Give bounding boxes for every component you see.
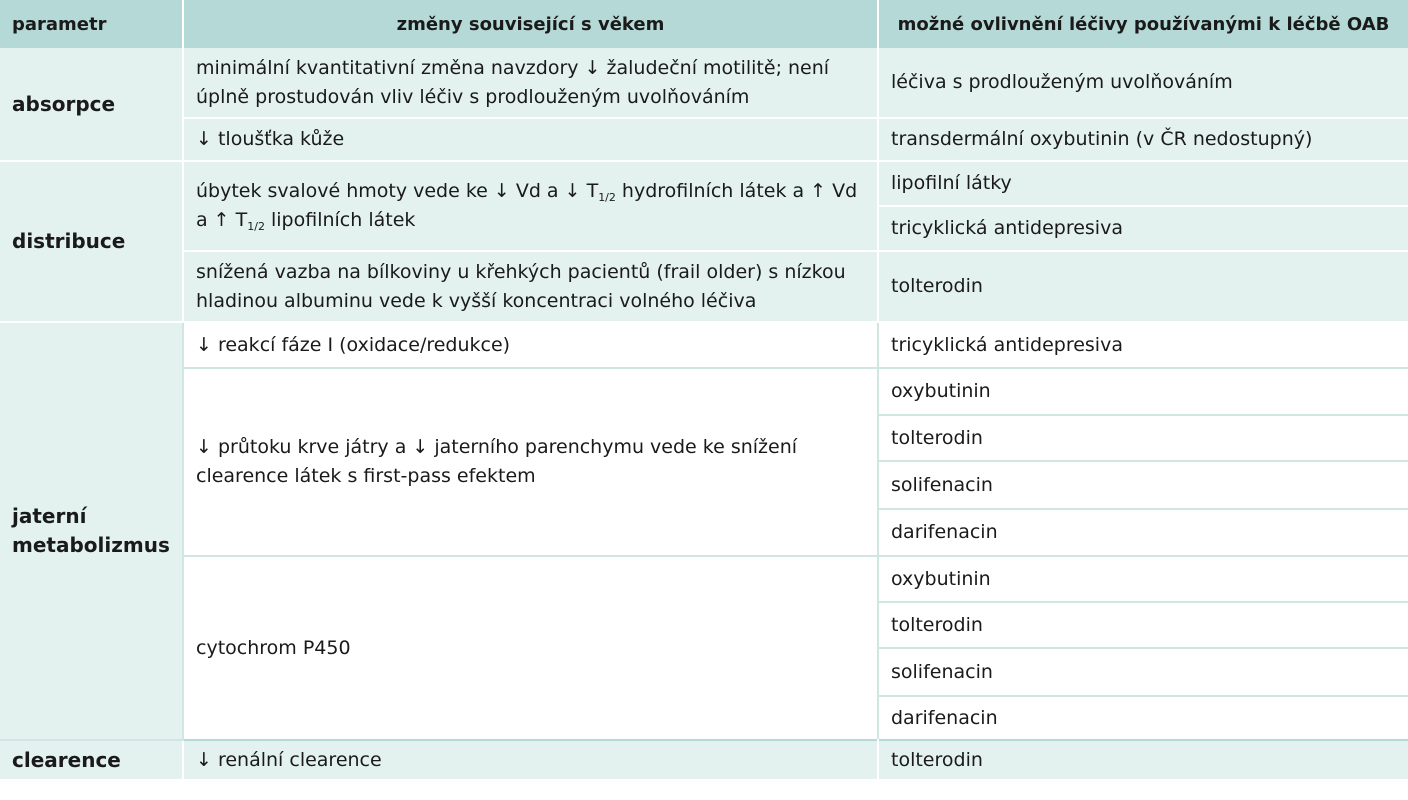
param-clearence: clearence — [0, 740, 183, 780]
drug-cell: darifenacin — [878, 696, 1408, 740]
drug-cell: solifenacin — [878, 461, 1408, 509]
drug-cell: tricyklická antidepresiva — [878, 322, 1408, 368]
table-row — [0, 322, 1408, 368]
table-row — [0, 48, 1408, 118]
drug-cell: oxybutinin — [878, 556, 1408, 602]
drug-cell: oxybutinin — [878, 368, 1408, 415]
drug-cell: lipofilní látky — [878, 161, 1408, 206]
table-row — [0, 368, 1408, 415]
drug-cell: tolterodin — [878, 415, 1408, 461]
section-absorpce — [0, 48, 1408, 161]
table-row — [0, 740, 1408, 780]
change-cell: ↓ průtoku krve játry a ↓ jaterního parenchymu vede ke snížení clearence látek s first-pass efektem — [183, 368, 878, 556]
change-cell: ↓ tloušťka kůže — [183, 118, 878, 161]
section-jaterni — [0, 322, 1408, 740]
param-absorpce: absorpce — [0, 48, 183, 161]
subscript: 1/2 — [598, 191, 616, 204]
change-text-part: hydrofilních látek a ↑ Vd a ↑ T — [196, 180, 858, 231]
change-cell: snížená vazba na bílkoviny u křehkých pacientů (frail older) s nízkou hladinou albuminu vede k vyšší koncentraci volného léčiva — [183, 251, 878, 322]
change-text-part: úbytek svalové hmoty vede ke ↓ Vd a ↓ T — [196, 180, 599, 202]
drug-cell: tricyklická antidepresiva — [878, 206, 1408, 251]
change-cell: ↓ reakcí fáze I (oxidace/redukce) — [183, 322, 878, 368]
drug-cell: darifenacin — [878, 509, 1408, 556]
header-changes: změny související s věkem — [183, 0, 878, 48]
drug-cell: transdermální oxybutinin (v ČR nedostupný) — [878, 118, 1408, 161]
change-cell: ↓ renální clearence — [183, 740, 878, 780]
subscript: 1/2 — [247, 220, 265, 233]
section-distribuce — [0, 161, 1408, 322]
section-clearence — [0, 740, 1408, 780]
drug-cell: tolterodin — [878, 602, 1408, 648]
header-drug-influence: možné ovlivnění léčivy používanými k léčbě OAB — [878, 0, 1408, 48]
table-row — [0, 556, 1408, 602]
param-jaterni-metabolizmus: jaterní metabolizmus — [0, 322, 183, 740]
header-row — [0, 0, 1408, 48]
change-cell — [183, 161, 878, 251]
drug-cell: léčiva s prodlouženým uvolňováním — [878, 48, 1408, 118]
header-parametr: parametr — [0, 0, 183, 48]
table-row — [0, 118, 1408, 161]
drug-cell: tolterodin — [878, 740, 1408, 780]
table-row — [0, 161, 1408, 206]
drug-cell: tolterodin — [878, 251, 1408, 322]
change-text-part: lipofilních látek — [264, 209, 416, 231]
drug-cell: solifenacin — [878, 648, 1408, 696]
table-row — [0, 251, 1408, 322]
change-cell: minimální kvantitativní změna navzdory ↓ žaludeční motilitě; není úplně prostudován vliv léčiv s prodlouženým uvolňováním — [183, 48, 878, 118]
change-cell: cytochrom P450 — [183, 556, 878, 740]
param-distribuce: distribuce — [0, 161, 183, 322]
